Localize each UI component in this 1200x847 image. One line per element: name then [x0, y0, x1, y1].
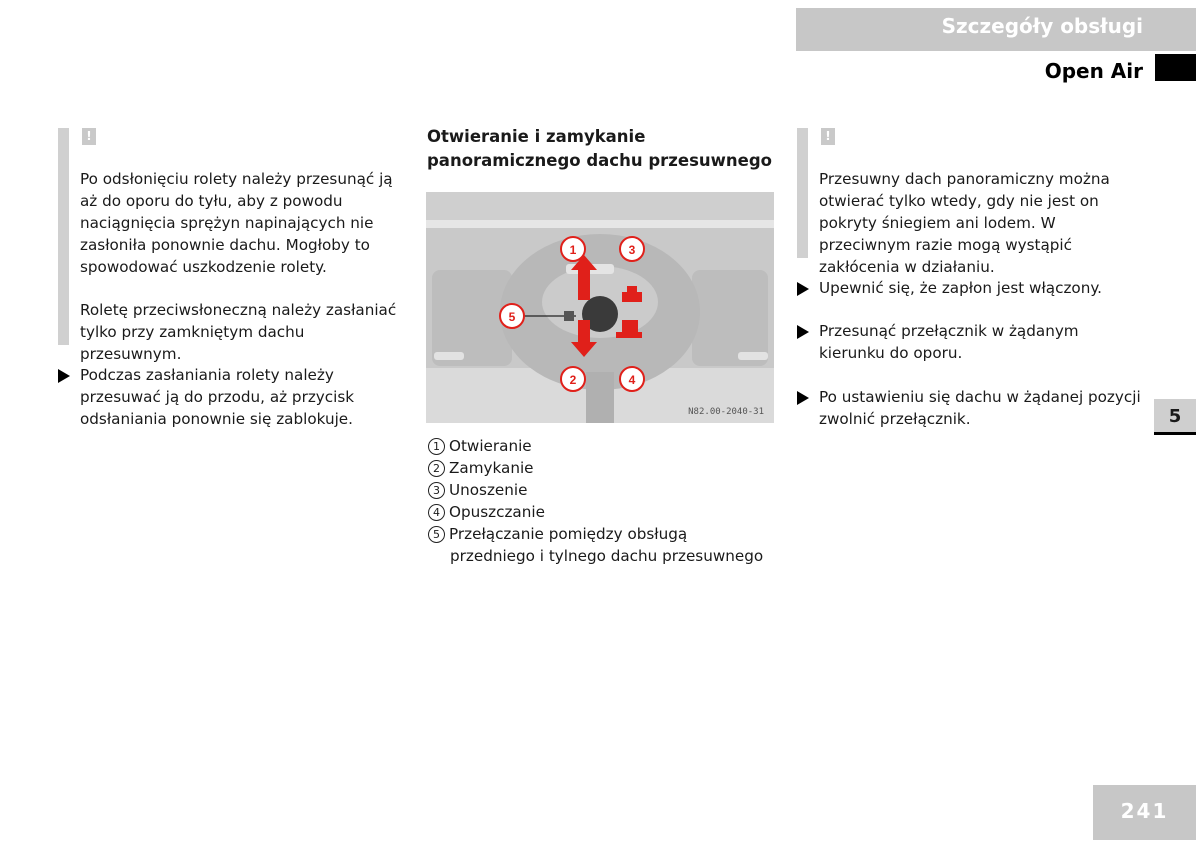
warning-text-2: Roletę przeciwsłoneczną należy zasłaniać tylko przy zamkniętym dachu przesuwnym.: [80, 301, 397, 363]
page-number: 241: [1093, 785, 1196, 840]
section-title: Szczegóły obsługi: [941, 14, 1143, 38]
svg-text:2: 2: [569, 373, 577, 387]
warning-box-left: [58, 128, 92, 345]
roof-switch-figure: [426, 192, 774, 423]
roof-switch-illustration: [426, 192, 774, 423]
instruction-item-2: [819, 320, 1149, 364]
svg-text:5: 5: [508, 310, 516, 324]
legend-item-4: [428, 501, 773, 523]
bullet-arrow-icon: [797, 391, 809, 405]
callout-4: [620, 367, 644, 391]
warning-text-1: Po odsłonięciu rolety należy przesunąć ją aż do oporu do tyłu, aby z powodu naciągnięcia sprężyn napinających nie zasłoniła ponownie dachu. Mogłoby to spowodować uszkodzenie rolety.: [80, 170, 393, 276]
legend-number: 1: [428, 438, 445, 455]
figure-code: N82.00-2040-31: [688, 407, 764, 417]
callout-1: [561, 237, 585, 261]
legend-item-3: [428, 479, 773, 501]
header-marker: [1155, 54, 1196, 81]
instruction-text: Po ustawieniu się dachu w żądanej pozycji zwolnić przełącznik.: [819, 388, 1141, 428]
page-title: Open Air: [1044, 59, 1143, 83]
bullet-arrow-icon: [797, 282, 809, 296]
instruction-text: Podczas zasłaniania rolety należy przesuwać ją do przodu, aż przycisk odsłaniania ponownie się zablokuje.: [80, 366, 355, 428]
svg-text:4: 4: [628, 373, 636, 387]
legend-item-2: [428, 457, 773, 479]
legend-text: Przełączanie pomiędzy obsługą przedniego i tylnego dachu przesuwnego: [449, 525, 764, 565]
legend-item-1: [428, 435, 773, 457]
bullet-arrow-icon: [797, 325, 809, 339]
callout-5: [500, 304, 524, 328]
legend-text: Otwieranie: [449, 437, 532, 455]
instruction-item-1: [819, 277, 1149, 299]
legend-number: 3: [428, 482, 445, 499]
legend-number: 4: [428, 504, 445, 521]
legend-text: Zamykanie: [449, 459, 534, 477]
instruction-item: [80, 364, 405, 430]
warning-box-right: [797, 128, 831, 258]
callout-2: [561, 367, 585, 391]
svg-text:1: 1: [569, 243, 577, 257]
warning-icon: !: [821, 128, 835, 145]
instruction-text: Przesunąć przełącznik w żądanym kierunku do oporu.: [819, 322, 1079, 362]
warning-icon: !: [82, 128, 96, 145]
legend-text: Opuszczanie: [449, 503, 545, 521]
chapter-tab: 5: [1154, 399, 1196, 435]
legend-text: Unoszenie: [449, 481, 528, 499]
legend-item-5: [428, 523, 773, 567]
legend-number: 5: [428, 526, 445, 543]
legend-number: 2: [428, 460, 445, 477]
instruction-item-3: [819, 386, 1149, 430]
callout-3: [620, 237, 644, 261]
svg-text:3: 3: [628, 243, 636, 257]
instruction-text: Upewnić się, że zapłon jest włączony.: [819, 279, 1102, 297]
bullet-arrow-icon: [58, 369, 70, 383]
warning-text: Przesuwny dach panoramiczny można otwierać tylko wtedy, gdy nie jest on pokryty śniegiem ani lodem. W przeciwnym razie mogą wystąpić zakłócenia w działaniu.: [819, 170, 1110, 276]
section-heading: Otwieranie i zamykanie panoramicznego dachu przesuwnego: [427, 127, 772, 170]
